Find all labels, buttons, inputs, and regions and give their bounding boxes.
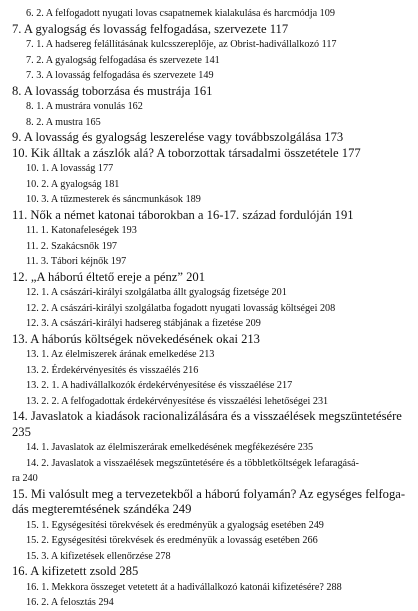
- toc-section-line: 10. 3. A tűzmesterek és sáncmunkások 189: [26, 194, 201, 205]
- toc-chapter-line: 235: [12, 424, 31, 439]
- toc-section-line: 13. 1. Az élelmiszerek árának emelkedése 213: [26, 349, 215, 360]
- toc-chapter-line: 14. Javaslatok a kiadások racionalizálására és a visszaélések megszüntetésére: [12, 409, 402, 423]
- toc-chapter-line: 11. Nők a német katonai táborokban a 16-17. század fordulóján 191: [12, 207, 354, 222]
- toc-section-line: 12. 2. A császári-királyi szolgálatba fogadott nyugati lovasság költségei 208: [26, 302, 336, 314]
- toc-section-line: 14. 2. Javaslatok a visszaélések megszüntetésére és a többletköltségek lefaragásá-: [26, 457, 359, 469]
- toc-section-line: 8. 1. A mustrára vonulás 162: [26, 101, 143, 112]
- toc-section-line: 12. 3. A császári-királyi hadsereg stábjának a fizetése 209: [26, 318, 261, 329]
- toc-section-line: 7. 2. A gyalogság felfogadása és szervezete 141: [26, 54, 220, 66]
- toc-section-line: 15. 2. Egységesítési törekvések és eredményük a lovasság esetében 266: [26, 535, 318, 546]
- toc-section-line: 11. 1. Katonafeleségek 193: [26, 225, 137, 236]
- toc-chapter-line: 16. A kifizetett zsold 285: [12, 564, 139, 578]
- toc-chapter-line: 15. Mi valósult meg a tervezetekből a háború folyamán? Az egységes felfoga-: [12, 486, 406, 501]
- toc-chapter-line: 12. „A háború éltető ereje a pénz” 201: [12, 269, 206, 284]
- toc-section-line: 13. 2. 1. A hadivállalkozók érdekérvényesítése és visszaélése 217: [26, 380, 293, 391]
- toc-section-line: 8. 2. A mustra 165: [26, 116, 101, 128]
- toc-section-line: 16. 2. A felosztás 294: [26, 597, 114, 608]
- toc-section-line: 6. 2. A felfogadott nyugati lovas csapatnemek kialakulása és harcmódja 109: [26, 8, 335, 19]
- toc-section-line: 12. 1. A császári-királyi szolgálatba állt gyalogság fizetsége 201: [26, 287, 287, 298]
- toc-section-line: 10. 1. A lovasság 177: [26, 163, 114, 174]
- toc-section-line: ra 240: [12, 473, 38, 484]
- toc-chapter-line: 7. A gyalogság és lovasság felfogadása, szervezete 117: [12, 21, 289, 36]
- toc-section-line: 11. 3. Tábori kéjnők 197: [26, 256, 127, 267]
- toc-section-line: 15. 1. Egységesítési törekvések és eredményük a gyalogság esetében 249: [26, 519, 324, 531]
- toc-section-line: 13. 2. 2. A felfogadottak érdekérvényesítése és visszaélési lehetőségei 231: [26, 395, 329, 407]
- toc-section-line: 16. 1. Mekkora összeget vetetett át a hadivállalkozó katonái kifizetésére? 288: [26, 581, 342, 593]
- toc-chapter-line: 9. A lovasság és gyalogság leszerelése vagy továbbszolgálása 173: [12, 130, 344, 144]
- toc-chapter-line: 13. A háborús költségek növekedésének okai 213: [12, 331, 260, 346]
- toc-section-line: 15. 3. A kifizetések ellenőrzése 278: [26, 550, 171, 562]
- toc-chapter-line: 10. Kik álltak a zászlók alá? A toborzottak társadalmi összetétele 177: [12, 145, 361, 160]
- toc-section-line: 14. 1. Javaslatok az élelmiszerárak emelkedésének megfékezésére 235: [26, 442, 314, 453]
- toc-chapter-line: dás megteremtésének szándéka 249: [12, 502, 192, 516]
- toc-section-line: 13. 2. Érdekérvényesítés és visszaélés 216: [26, 364, 199, 376]
- toc-section-line: 11. 2. Szakácsnők 197: [26, 240, 118, 252]
- toc-chapter-line: 8. A lovasság toborzása és mustrája 161: [12, 83, 213, 98]
- toc-section-line: 7. 1. A hadsereg felállításának kulcsszereplője, az Obrist-hadivállalkozó 117: [26, 39, 337, 50]
- toc-section-line: 10. 2. A gyalogság 181: [26, 178, 120, 190]
- toc-section-line: 7. 3. A lovasság felfogadása és szervezete 149: [26, 70, 214, 81]
